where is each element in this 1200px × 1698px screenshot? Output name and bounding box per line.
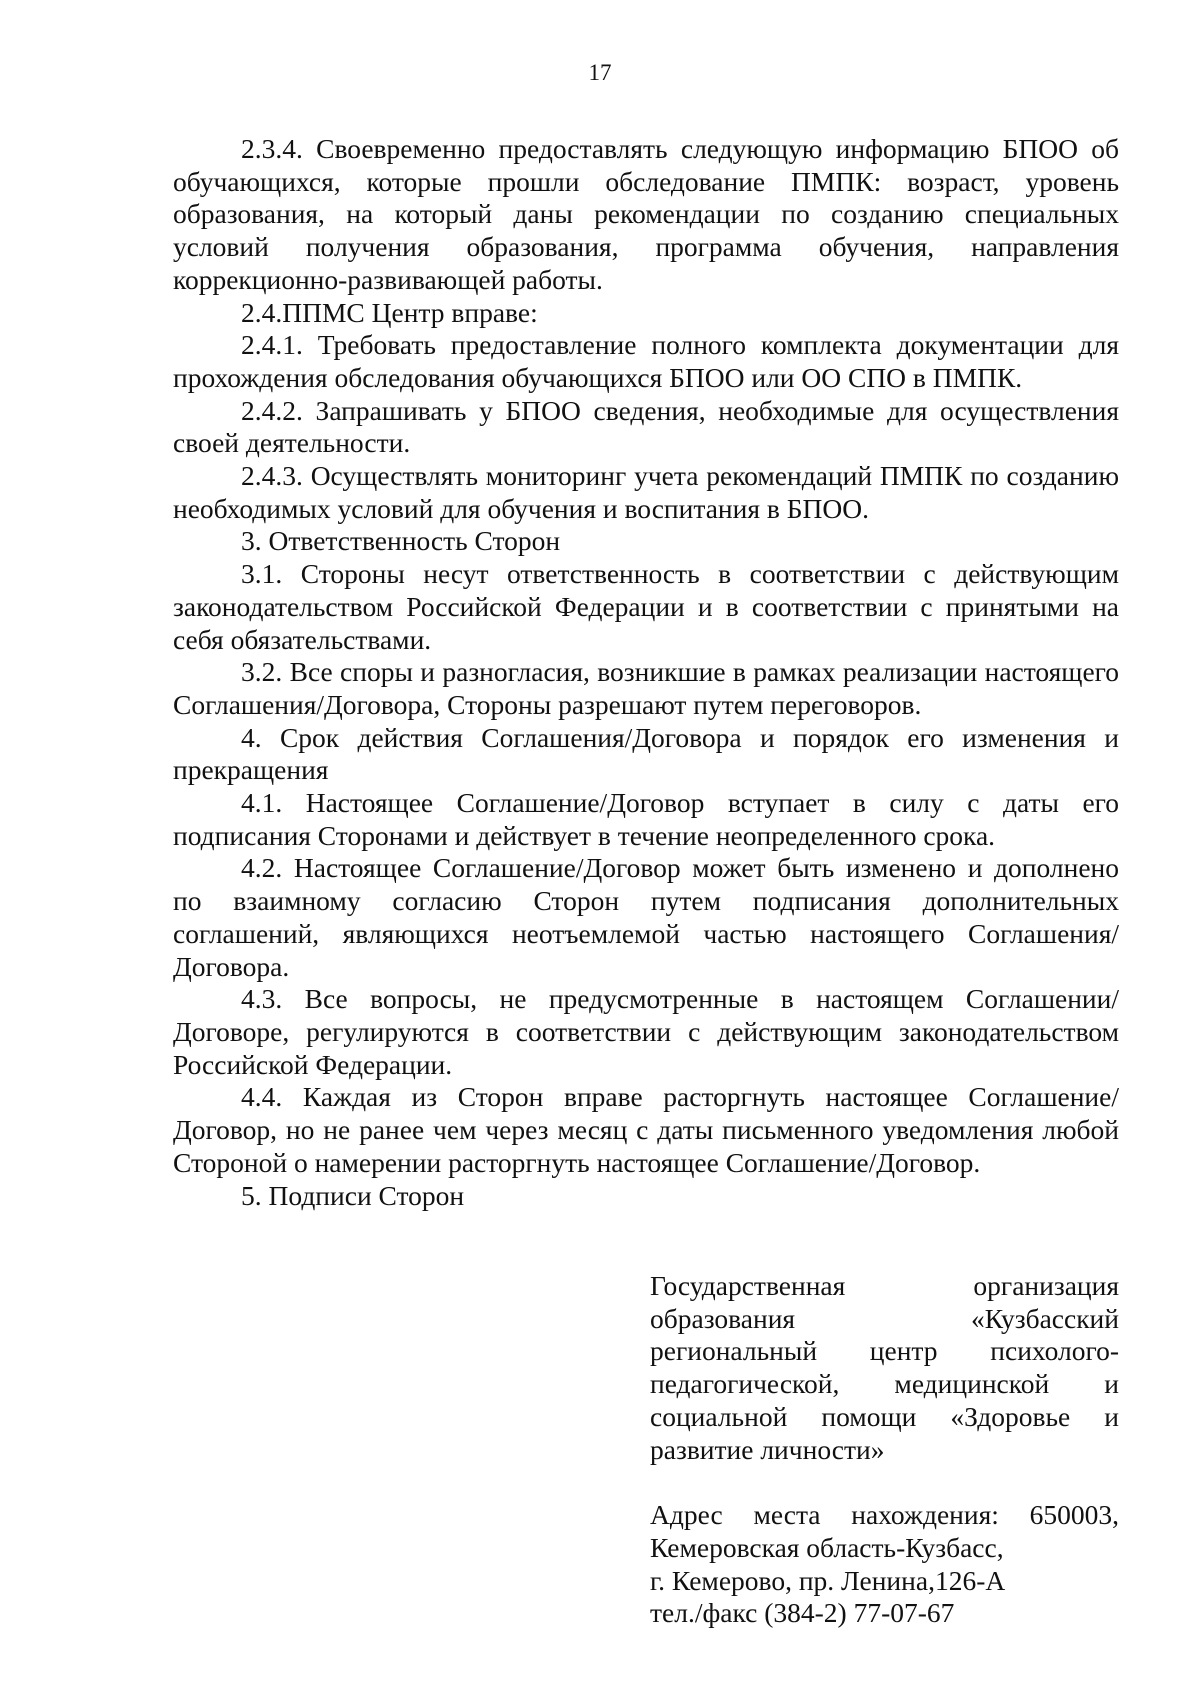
paragraph-2-4-3: 2.4.3. Осуществлять мониторинг учета рекомендаций ПМПК по созданию необходимых условий для обучения и воспитания в БПОО. [173, 460, 1119, 524]
paragraph-4-3: 4.3. Все вопросы, не предусмотренные в настоящем Соглашении/Договоре, регулируются в соответствии с действующим законодательством Российской Федерации. [173, 983, 1119, 1080]
paragraph-2-4-2: 2.4.2. Запрашивать у БПОО сведения, необходимые для осуществления своей деятельности. [173, 394, 1119, 459]
address-line: Кемеровская область-Кузбасс, [650, 1531, 1004, 1563]
section-3-heading: 3. Ответственность Сторон [241, 525, 561, 557]
paragraph-4-4: 4.4. Каждая из Сторон вправе расторгнуть настоящее Соглашение/Договор, но не ранее чем через месяц с даты письменного уведомления любой Стороной о намерении расторгнуть настоящее Соглашение/Договор. [173, 1081, 1119, 1178]
organization-address [650, 1499, 1119, 1630]
paragraph-3-2: 3.2. Все споры и разногласия, возникшие в рамках реализации настоящего Соглашения/Договора, Стороны разрешают путем переговоров. [173, 656, 1119, 720]
address-line: Адрес места нахождения: 650003, [650, 1499, 1119, 1531]
page-number: 17 [588, 60, 612, 85]
paragraph-2-4: 2.4.ППМС Центр вправе: [241, 296, 538, 328]
paragraph-4-1: 4.1. Настоящее Соглашение/Договор вступает в силу с даты его подписания Сторонами и действует в течение неопределенного срока. [173, 787, 1119, 851]
agreement-body [173, 133, 1119, 1212]
paragraph-3-1: 3.1. Стороны несут ответственность в соответствии с действующим законодательством Российской Федерации и в соответствии с принятыми на себя обязательствами. [173, 558, 1119, 655]
address-line: г. Кемерово, пр. Ленина,126-А [650, 1564, 1006, 1596]
signatory-block [650, 1270, 1119, 1630]
organization-name: Государственная организация образования «Кузбасский региональный центр психолого-педагогической, медицинской и социальной помощи «Здоровье и развитие личности» [650, 1270, 1119, 1465]
section-5-heading: 5. Подписи Сторон [241, 1179, 465, 1211]
paragraph-4-2: 4.2. Настоящее Соглашение/Договор может быть изменено и дополнено по взаимному согласию Сторон путем подписания дополнительных соглашений, являющихся неотъемлемой частью настоящего Соглашения/Договора. [173, 852, 1119, 982]
phone-fax-line: тел./факс (384-2) 77-07-67 [650, 1597, 955, 1629]
paragraph-2-4-1: 2.4.1. Требовать предоставление полного комплекта документации для прохождения обследования обучающихся БПОО или ОО СПО в ПМПК. [173, 329, 1119, 393]
paragraph-2-3-4: 2.3.4. Своевременно предоставлять следующую информацию БПОО об обучающихся, которые прошли обследование ПМПК: возраст, уровень образования, на который даны рекомендации по созданию специальных условий получения образования, программа обучения, направления коррекционно-развивающей работы. [173, 133, 1119, 295]
section-4-heading: 4. Срок действия Соглашения/Договора и порядок его изменения и прекращения [173, 721, 1119, 786]
